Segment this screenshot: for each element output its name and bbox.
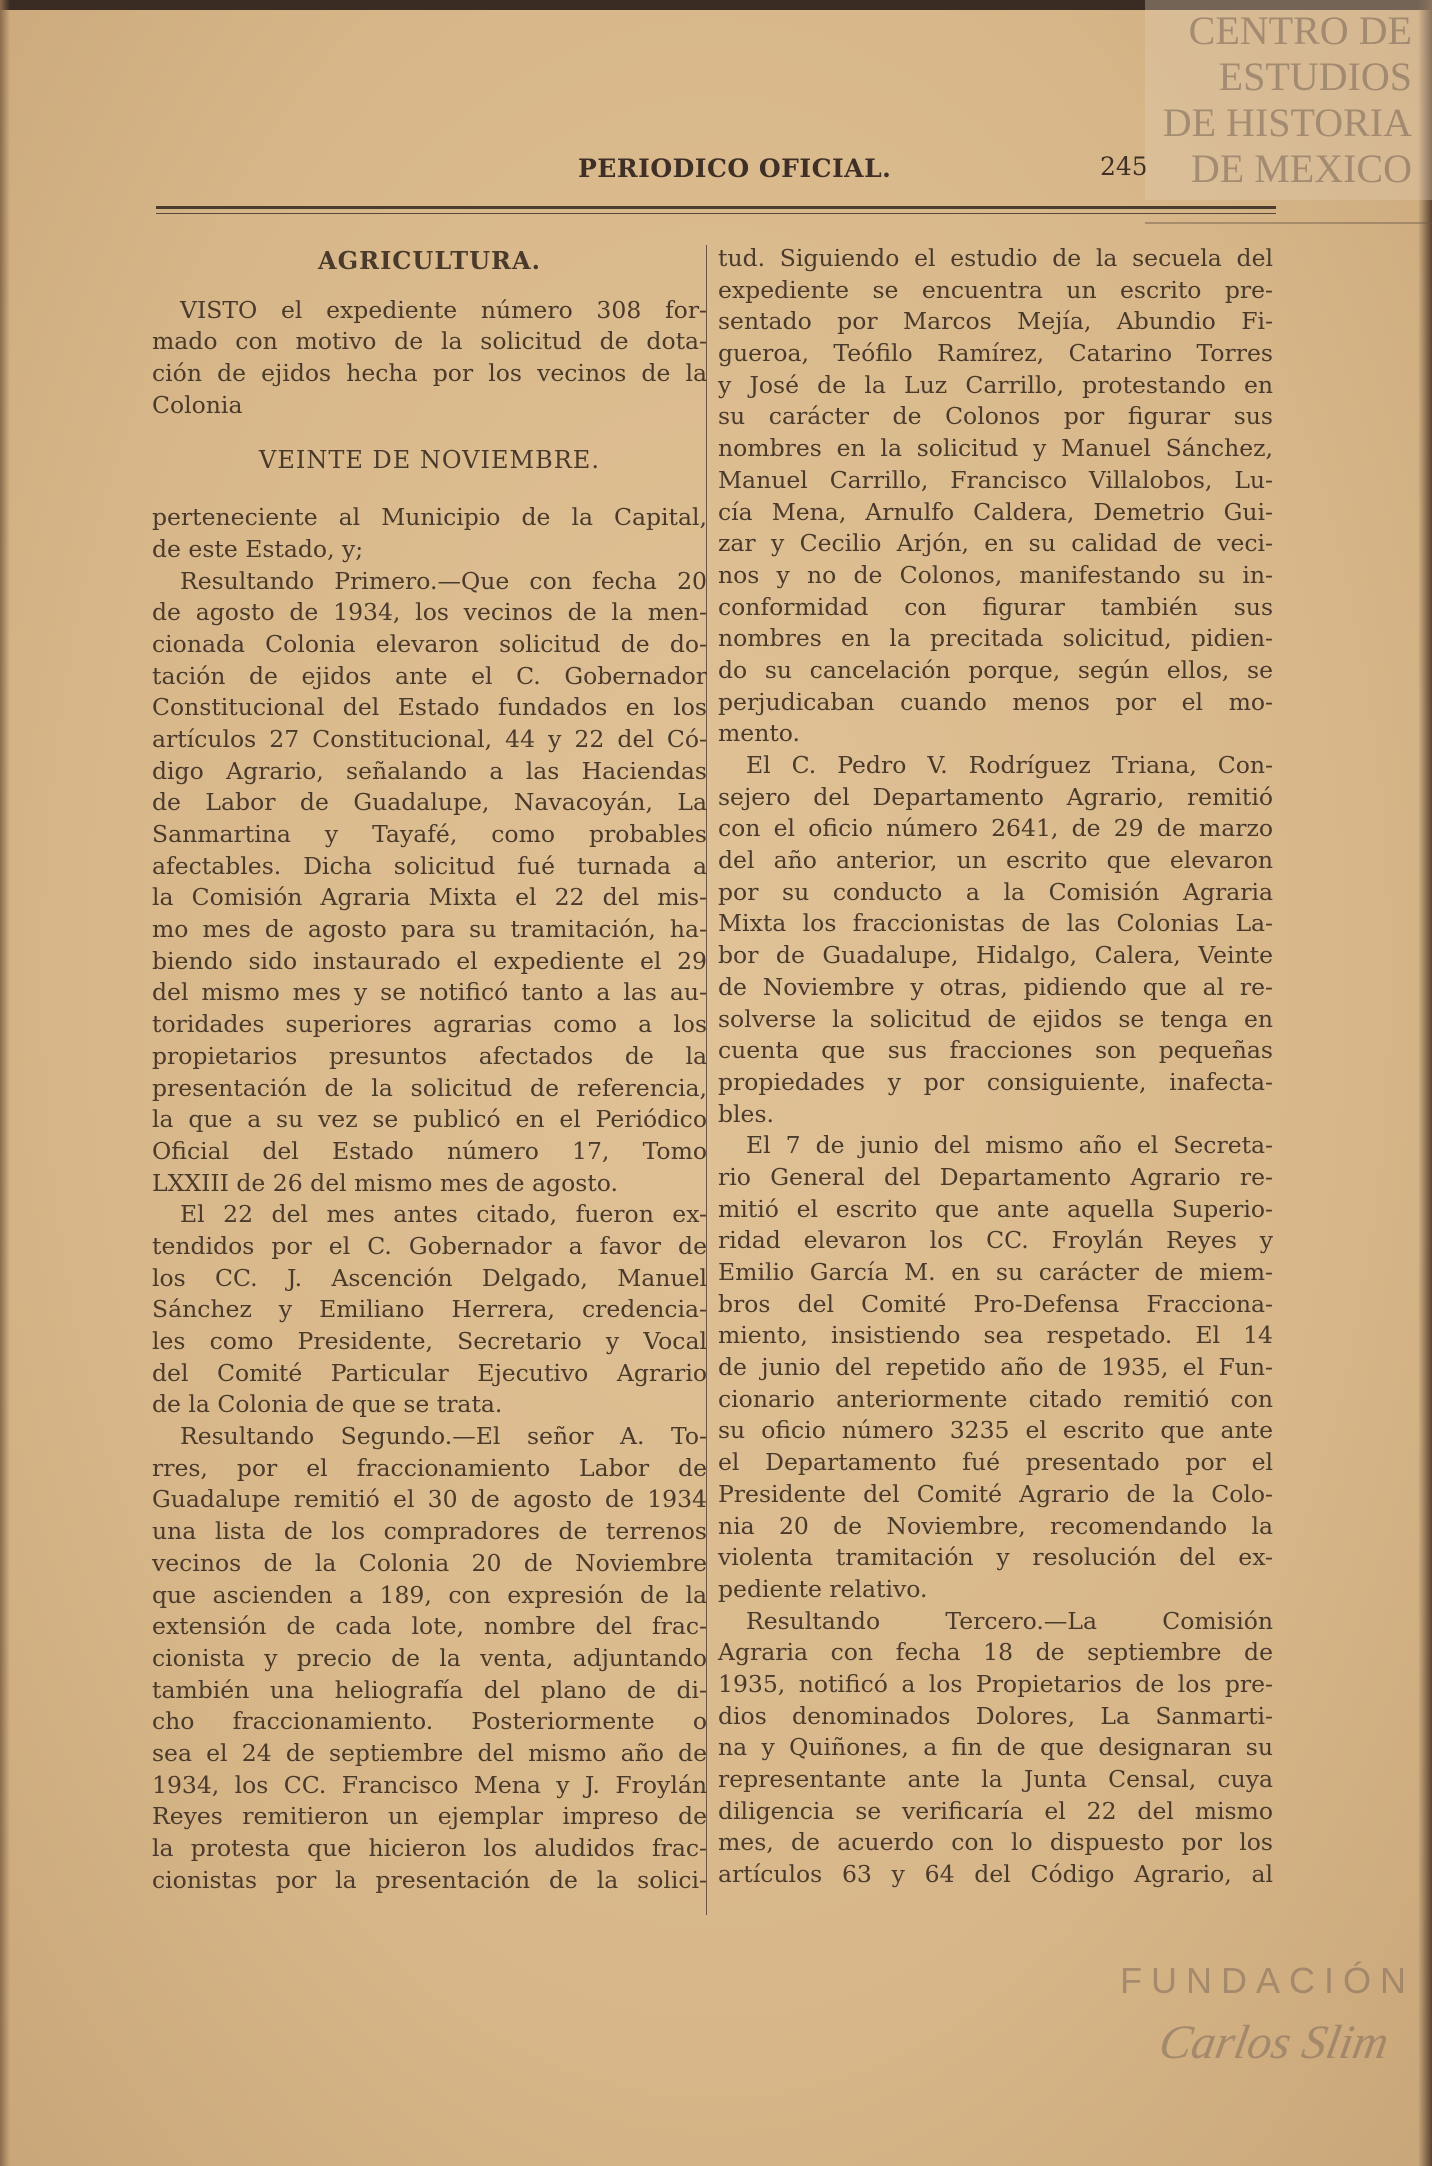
text-line: cionistas por la presentación de la solici-: [152, 1865, 707, 1894]
text-line: Oficial del Estado número 17, Tomo: [152, 1136, 707, 1165]
text-line: afectables. Dicha solicitud fué turnada a: [152, 851, 707, 880]
paragraph: [718, 1130, 1273, 1605]
paragraph: [718, 243, 1273, 750]
text-line: toridades superiores agrarias como a los: [152, 1010, 707, 1039]
text-line: solverse la solicitud de ejidos se tenga en: [718, 1004, 1273, 1033]
text-line: tud. Siguiendo el estudio de la secuela del: [718, 244, 1273, 272]
watermark-text: [1163, 8, 1412, 192]
text-line: gueroa, Teófilo Ramírez, Catarino Torres: [718, 339, 1273, 368]
text-line: presentación de la solicitud de referencia,: [152, 1073, 707, 1102]
header-rule: [156, 206, 1276, 209]
text-line: de junio del repetido año de 1935, el Fun-: [718, 1353, 1273, 1382]
text-line: mado con motivo de la solicitud de dota-: [152, 327, 707, 356]
text-line: bles.: [718, 1099, 774, 1128]
text-line: la que a su vez se publicó en el Periódico: [152, 1105, 707, 1134]
text-line: perjudicaban cuando menos por el mo-: [718, 687, 1273, 716]
text-line: VISTO el expediente número 308 for-: [180, 295, 707, 324]
text-line: biendo sido instaurado el expediente el 29: [152, 946, 707, 975]
text-line: de agosto de 1934, los vecinos de la men-: [152, 598, 707, 627]
text-line: la Comisión Agraria Mixta el 22 del mis-: [152, 883, 707, 912]
text-line: na y Quiñones, a fin de que designaran su: [718, 1733, 1273, 1762]
text-line: de Noviembre y otras, pidiendo que al re-: [718, 972, 1273, 1001]
section-heading: AGRICULTURA.: [318, 246, 541, 275]
text-line: perteneciente al Municipio de la Capital,: [152, 503, 707, 532]
text-line: El 7 de junio del mismo año el Secreta-: [746, 1131, 1273, 1160]
text-line: que ascienden a 189, con expresión de la: [152, 1580, 707, 1609]
text-line: una lista de los compradores de terrenos: [152, 1517, 707, 1546]
watermark-line: ESTUDIOS: [1218, 54, 1412, 99]
text-line: El 22 del mes antes citado, fueron ex-: [180, 1200, 707, 1229]
text-line: representante ante la Junta Censal, cuya: [718, 1765, 1273, 1793]
text-line: Manuel Carrillo, Francisco Villalobos, Lu-: [718, 465, 1273, 494]
text-line: artículos 63 y 64 del Código Agrario, al: [718, 1860, 1273, 1889]
right-paragraphs: [718, 243, 1273, 1891]
text-line: sejero del Departamento Agrario, remitió: [718, 782, 1273, 811]
paragraph: [152, 502, 707, 565]
text-line: nos y no de Colonos, manifestando su in-: [718, 560, 1273, 589]
text-line: cionista y precio de la venta, adjuntando: [152, 1643, 707, 1672]
page-right-edge: [1418, 0, 1432, 2166]
text-line: mento.: [718, 719, 800, 748]
watermark-line: CENTRO DE: [1188, 8, 1412, 53]
paragraph: [718, 1606, 1273, 1891]
text-line: pediente relativo.: [718, 1574, 928, 1603]
text-line: bros del Comité Pro-Defensa Fracciona-: [718, 1289, 1273, 1318]
text-line: Agraria con fecha 18 de septiembre de: [718, 1638, 1273, 1667]
text-line: Resultando Tercero.—La Comisión: [746, 1606, 1273, 1635]
text-line: de Labor de Guadalupe, Navacoyán, La: [152, 788, 707, 817]
colony-subheading: VEINTE DE NOVIEMBRE.: [259, 446, 600, 475]
text-line: les como Presidente, Secretario y Vocal: [152, 1327, 707, 1356]
text-line: del mismo mes y se notificó tanto a las au-: [152, 978, 707, 1007]
paragraph: [718, 750, 1273, 1130]
text-line: expediente se encuentra un escrito pre-: [718, 275, 1273, 304]
text-line: violenta tramitación y resolución del ex-: [718, 1543, 1273, 1572]
text-line: extensión de cada lote, nombre del frac-: [152, 1612, 707, 1641]
text-line: sea el 24 de septiembre del mismo año de: [152, 1738, 707, 1767]
paragraph: [152, 566, 707, 1200]
text-line: vecinos de la Colonia 20 de Noviembre: [152, 1548, 707, 1577]
text-line: de este Estado, y;: [152, 534, 364, 563]
text-line: mitió el escrito que ante aquella Superio-: [718, 1194, 1273, 1223]
text-line: ción de ejidos hecha por los vecinos de la: [152, 359, 707, 388]
text-line: Resultando Segundo.—El señor A. To-: [180, 1422, 707, 1451]
text-line: mo mes de agosto para su tramitación, ha-: [152, 915, 707, 944]
text-line: Reyes remitieron un ejemplar impreso de: [152, 1802, 707, 1831]
text-line: Resultando Primero.—Que con fecha 20: [180, 566, 707, 595]
text-line: El C. Pedro V. Rodríguez Triana, Con-: [746, 751, 1273, 779]
paragraph: [152, 295, 707, 422]
running-title: PERIODICO OFICIAL.: [578, 154, 892, 183]
text-line: la protesta que hicieron los aludidos frac-: [152, 1834, 707, 1863]
text-line: del Comité Particular Ejecutivo Agrario: [152, 1358, 707, 1387]
text-line: 1935, notificó a los Propietarios de los pre-: [718, 1669, 1273, 1698]
text-line: zar y Cecilio Arjón, en su calidad de veci-: [718, 529, 1273, 558]
text-line: y José de la Luz Carrillo, protestando en: [718, 370, 1273, 399]
text-line: Sanmartina y Tayafé, como probables: [152, 820, 707, 849]
text-line: nia 20 de Noviembre, recomendando la: [718, 1511, 1273, 1540]
text-line: Constitucional del Estado fundados en los: [152, 693, 707, 722]
text-line: miento, insistiendo sea respetado. El 14: [718, 1321, 1273, 1350]
text-line: propietarios presuntos afectados de la: [152, 1041, 707, 1070]
text-line: bor de Guadalupe, Hidalgo, Calera, Veinte: [718, 941, 1273, 970]
text-line: con el oficio número 2641, de 29 de marzo: [718, 814, 1273, 843]
text-line: rres, por el fraccionamiento Labor de: [152, 1453, 707, 1482]
text-line: tendidos por el C. Gobernador a favor de: [152, 1231, 707, 1260]
text-line: cuenta que sus fracciones son pequeñas: [718, 1036, 1273, 1065]
text-line: cía Mena, Arnulfo Caldera, Demetrio Gui-: [718, 497, 1273, 526]
left-paragraphs: [152, 502, 707, 1896]
text-line: artículos 27 Constitucional, 44 y 22 del Có-: [152, 724, 707, 753]
text-line: mes, de acuerdo con lo dispuesto por los: [718, 1828, 1273, 1857]
text-line: Presidente del Comité Agrario de la Colo-: [718, 1479, 1273, 1508]
page-left-edge: [0, 0, 10, 2166]
left-column: [152, 245, 707, 1896]
text-line: digo Agrario, señalando a las Haciendas: [152, 756, 707, 785]
text-line: cionario anteriormente citado remitió con: [718, 1384, 1273, 1413]
text-line: diligencia se verificaría el 22 del mismo: [718, 1796, 1273, 1825]
text-line: cho fraccionamiento. Posteriormente o: [152, 1707, 707, 1736]
text-line: también una heliografía del plano de di-: [152, 1675, 707, 1704]
text-line: por su conducto a la Comisión Agraria: [718, 877, 1273, 906]
text-line: Colonia: [152, 390, 243, 419]
text-line: sentado por Marcos Mejía, Abundio Fi-: [718, 307, 1273, 336]
text-line: nombres en la precitada solicitud, pidien-: [718, 624, 1273, 653]
text-line: rio General del Departamento Agrario re-: [718, 1162, 1273, 1191]
text-line: conformidad con figurar también sus: [718, 592, 1273, 621]
text-line: Emilio García M. en su carácter de miem-: [718, 1258, 1273, 1286]
paragraph: [152, 1421, 707, 1896]
watermark-line: DE HISTORIA: [1162, 100, 1412, 145]
text-line: los CC. J. Ascención Delgado, Manuel: [152, 1263, 707, 1292]
right-column: [718, 243, 1273, 1891]
text-line: tación de ejidos ante el C. Gobernador: [152, 661, 707, 690]
text-line: de la Colonia de que se trata.: [152, 1390, 503, 1419]
intro-paragraph: [152, 295, 707, 422]
text-line: su oficio número 3235 el escrito que ante: [718, 1416, 1273, 1445]
text-line: del año anterior, un escrito que elevaron: [718, 846, 1273, 875]
text-line: ridad elevaron los CC. Froylán Reyes y: [718, 1226, 1273, 1255]
text-line: nombres en la solicitud y Manuel Sánchez,: [718, 434, 1273, 463]
text-line: el Departamento fué presentado por el: [718, 1448, 1273, 1477]
text-line: propiedades y por consiguiente, inafecta-: [718, 1067, 1273, 1096]
text-line: Guadalupe remitió el 30 de agosto de 1934: [152, 1485, 707, 1514]
watermark-rule: [1145, 222, 1432, 224]
header-rule-thin: [156, 213, 1276, 214]
text-line: Sánchez y Emiliano Herrera, credencia-: [152, 1295, 707, 1324]
paragraph: [152, 1199, 707, 1421]
watermark-line: DE MEXICO: [1190, 146, 1412, 191]
text-line: do su cancelación porque, según ellos, se: [718, 655, 1273, 684]
text-line: cionada Colonia elevaron solicitud de do-: [152, 629, 707, 658]
text-line: dios denominados Dolores, La Sanmarti-: [718, 1701, 1273, 1730]
text-line: Mixta los fraccionistas de las Colonias La-: [718, 909, 1273, 938]
watermark-foundation: FUNDACIÓN: [1120, 1960, 1415, 2001]
watermark-signature: Carlos Slim: [1155, 2016, 1393, 2069]
archive-watermark: [1145, 0, 1432, 200]
text-line: su carácter de Colonos por figurar sus: [718, 402, 1273, 431]
page-number: 245: [1100, 152, 1148, 181]
text-line: LXXIII de 26 del mismo mes de agosto.: [152, 1168, 618, 1197]
text-line: 1934, los CC. Francisco Mena y J. Froylán: [152, 1770, 707, 1799]
